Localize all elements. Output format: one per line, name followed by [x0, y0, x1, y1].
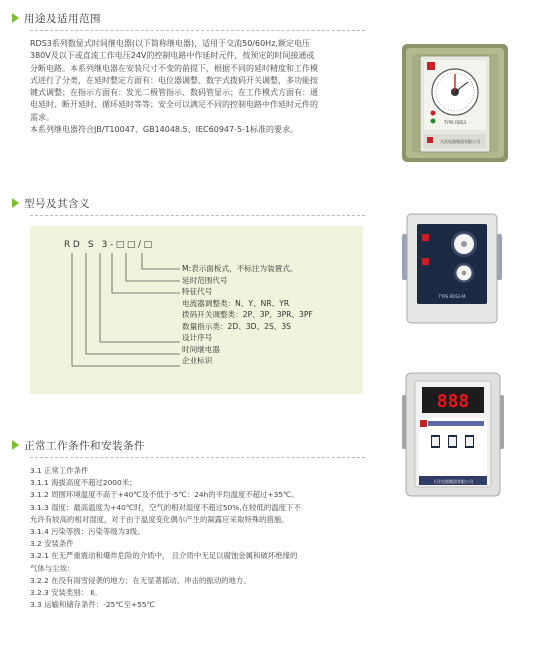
- section-divider: [30, 30, 365, 31]
- label-company: 企业标识: [182, 356, 213, 365]
- usage-line: 电延时、断开延时、循环延时等等；安全可以满足不同的控制电路中作延时元件的: [30, 100, 318, 110]
- product-image-digital: [402, 371, 504, 498]
- triangle-bullet-icon: [12, 13, 19, 23]
- conditions-list: [30, 465, 375, 611]
- usage-line: 式进行了分类，在延时整定方面有：电位器调整、数字式拨码开关调整，多功能按: [30, 75, 318, 85]
- product-2-type: TYPE RDS3-M: [438, 294, 466, 299]
- usage-line: 需求。: [30, 112, 54, 122]
- usage-line: 分断电路。本系列继电器在安装尺寸不变的前提下，根据不同的延时精度和工作模: [30, 63, 318, 73]
- product-image-rds3: [400, 40, 510, 166]
- product-1-type: TYPE RDS3: [443, 120, 467, 125]
- model-diagram-box: [30, 226, 363, 394]
- usage-line: 本系列继电器符合JB/T10047、GB14048.5、IEC60947-5-1标准的要求。: [30, 125, 299, 135]
- condition-line: 3.2.1 在无严重震动和爆炸危险的介质中， 且介质中无足以腐蚀金属和破坏绝缘的: [30, 551, 298, 561]
- section-divider: [30, 457, 365, 458]
- label-display-type: 数量指示类：2D、3D、2S、3S: [182, 321, 292, 331]
- condition-line: 3.1.1 海拔高度不超过2000米；: [30, 478, 137, 488]
- product-image-rds3-m: [402, 212, 502, 325]
- label-dip-type: 拨码开关调整类：2P、3P、3PR、3PF: [182, 310, 313, 319]
- section-usage-header: [12, 10, 101, 26]
- condition-line: 3.1.2 周围环境温度不高于+40℃及不低于-5℃：24h的平均温度不超过+35℃。: [30, 490, 299, 500]
- condition-line: 允许有较高的相对湿度，对于由于温度变化偶尔产生的凝露应采取特殊的措施。: [30, 514, 289, 524]
- label-feature-code: 特征代号: [182, 287, 213, 296]
- triangle-bullet-icon: [12, 440, 19, 450]
- label-design-no: 设计序号: [182, 333, 213, 342]
- label-pot-type: 电流器调整类：N、Y、NR、YR: [182, 298, 290, 308]
- usage-paragraph: [30, 38, 375, 136]
- condition-line: 3.1.4 污染等级：污染等级为3级。: [30, 527, 145, 537]
- condition-line: 3.3 运输和储存条件：-25℃至+55℃: [30, 600, 155, 610]
- condition-line: 3.1.3 湿度：最高温度为+40℃时，空气的相对湿度不超过50%,在较低的温度下不: [30, 502, 301, 512]
- model-labels: [182, 263, 313, 367]
- product-1-maker: 人民电器集团有限公司: [440, 139, 480, 144]
- section-model-header: [12, 195, 90, 211]
- condition-line: 3.1 正常工作条件: [30, 466, 89, 475]
- label-time-relay: 时间继电器: [182, 344, 220, 354]
- model-code: RD S 3-□□/□: [64, 240, 155, 250]
- product-3-maker: 人民电器集团有限公司: [433, 479, 473, 484]
- condition-line: 3.2.3 安装类别： Ⅱ。: [30, 588, 102, 598]
- label-panel-type: M:表示面板式，不标注为装置式。: [182, 264, 298, 273]
- label-delay-range: 延时范围代号: [182, 275, 228, 285]
- usage-line: RDS3系列数显式时间继电器(以下简称继电器)，适用于交流50/60Hz,额定电压: [30, 39, 310, 48]
- usage-line: 键式调整；在指示方面有：发光二极管指示、数码管显示；在工作模式方面有：通: [30, 88, 318, 98]
- led-display: 888: [436, 391, 470, 412]
- section-usage-title: 用途及适用范围: [24, 12, 101, 25]
- condition-line: 3.2 安装条件: [30, 539, 74, 549]
- section-model-title: 型号及其含义: [24, 197, 90, 210]
- section-divider: [30, 215, 365, 216]
- section-conditions-title: 正常工作条件和安装条件: [24, 439, 145, 452]
- condition-line: 气体与尘埃：: [30, 563, 75, 573]
- section-conditions-header: [12, 437, 145, 453]
- usage-line: 380V及以下或直流工作电压24V的控制电路中作延时元件，按预定的时间接通或: [30, 51, 315, 61]
- condition-line: 3.2.2 在没有雨雪侵袭的地方；在无显著摇动、冲击的振动的地方。: [30, 575, 251, 585]
- triangle-bullet-icon: [12, 198, 19, 208]
